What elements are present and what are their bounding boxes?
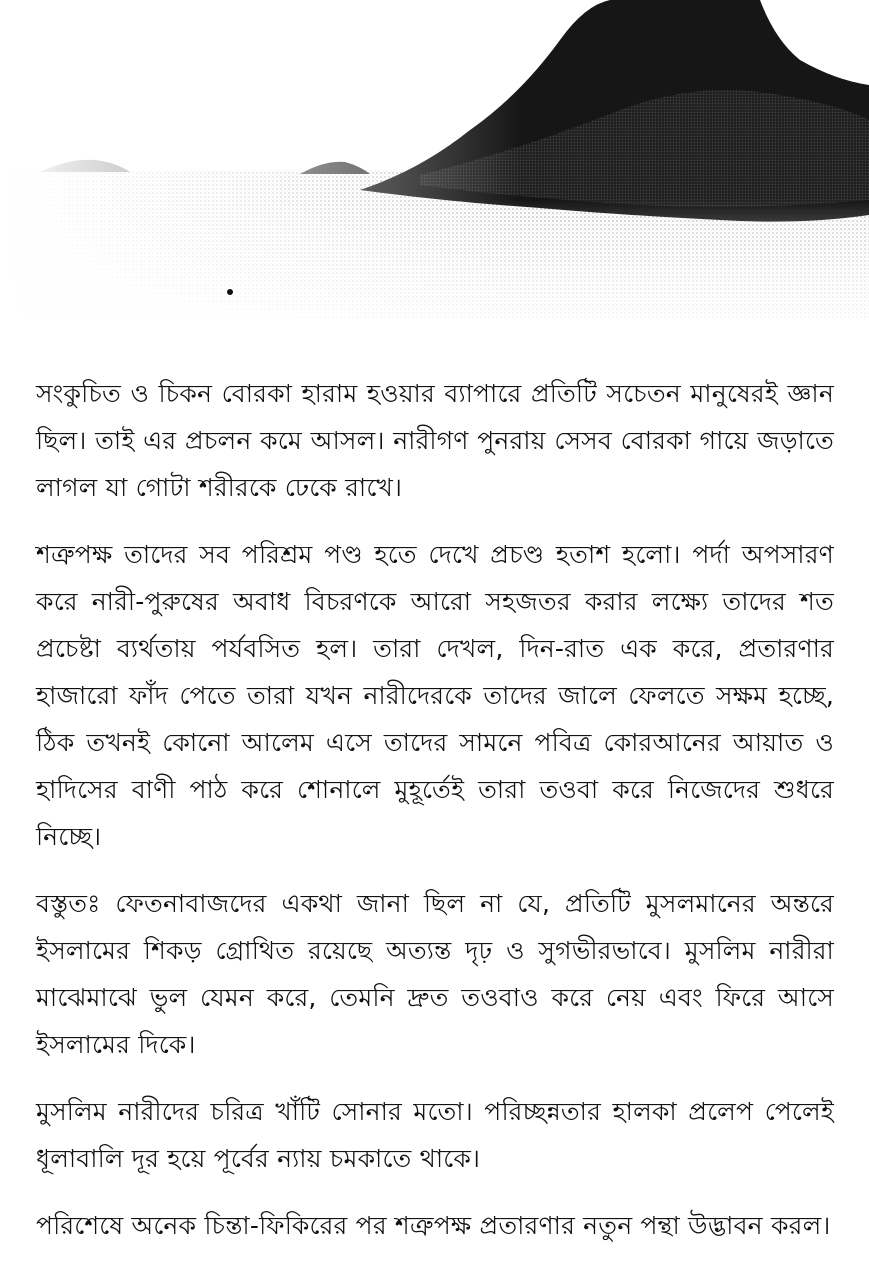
speck (227, 289, 233, 295)
paragraph-3: বস্তুতঃ ফেতনাবাজদের একথা জানা ছিল না যে, প্রতিটি মুসলমানের অন্তরে ইসলামের শিকড় গ্রোথিত রয়েছে অত্যন্ত দৃঢ় ও সুগভীরভাবে। মুসলিম নারীরা মাঝেমাঝে ভুল যেমন করে, তেমনি দ্রুত তওবাও করে নেয় এবং ফিরে আসে ইসলামের দিকে। (36, 889, 834, 1059)
page-text (36, 370, 834, 1271)
mountain-illustration (0, 0, 869, 340)
paragraph-4: মুসলিম নারীদের চরিত্র খাঁটি সোনার মতো। পরিচ্ছন্নতার হালকা প্রলেপ পেলেই ধূলাবালি দূর হয়ে পূর্বের ন্যায় চমকাতে থাকে। (36, 1097, 834, 1173)
paragraph-2: শত্রুপক্ষ তাদের সব পরিশ্রম পণ্ড হতে দেখে প্রচণ্ড হতাশ হলো। পর্দা অপসারণ করে নারী-পুরুষের অবাধ বিচরণকে আরো সহজতর করার লক্ষ্যে তাদের শত প্রচেষ্টা ব্যর্থতায় পর্যবসিত হল। তারা দেখল, দিন-রাত এক করে, প্রতারণার হাজারো ফাঁদ পেতে তারা যখন নারীদেরকে তাদের জালে ফেলতে সক্ষম হচ্ছে, ঠিক তখনই কোনো আলেম এসে তাদের সামনে পবিত্র কোরআনের আয়াত ও হাদিসের বাণী পাঠ করে শোনালে মুহূর্তেই তারা তওবা করে নিজেদের শুধরে নিচ্ছে। (36, 540, 834, 851)
mountain-landscape-image (0, 0, 869, 340)
bottom-fade (0, 200, 869, 340)
paragraph-1: সংকুচিত ও চিকন বোরকা হারাম হওয়ার ব্যাপারে প্রতিটি সচেতন মানুষেরই জ্ঞান ছিল। তাই এর প্রচলন কমে আসল। নারীগণ পুনরায় সেসব বোরকা গায়ে জড়াতে লাগল যা গোটা শরীরকে ঢেকে রাখে। (36, 379, 834, 502)
paragraph-5: পরিশেষে অনেক চিন্তা-ফিকিরের পর শত্রুপক্ষ প্রতারণার নতুন পন্থা উদ্ভাবন করল। (36, 1211, 831, 1240)
